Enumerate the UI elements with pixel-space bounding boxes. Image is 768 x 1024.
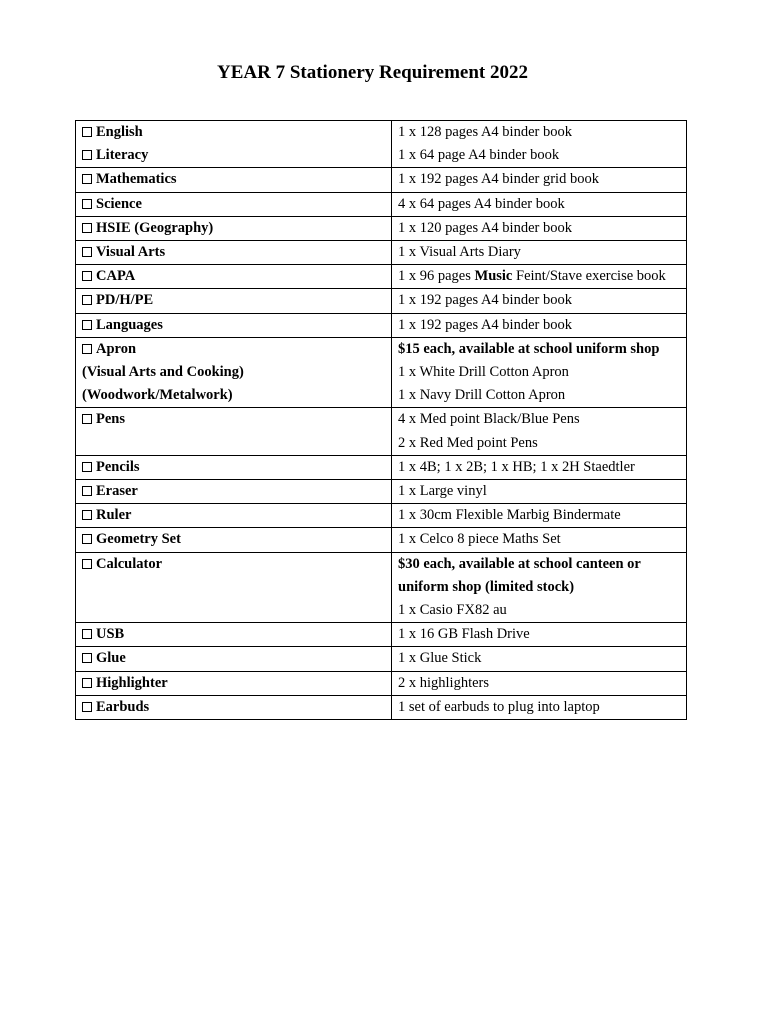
requirement-line: 1 x 30cm Flexible Marbig Bindermate xyxy=(398,507,621,524)
checkbox-icon[interactable] xyxy=(82,295,92,305)
subject-cell xyxy=(76,241,392,265)
checkbox-icon[interactable] xyxy=(82,271,92,281)
requirement-cell xyxy=(392,480,687,504)
subject-cell xyxy=(76,121,392,168)
table-row xyxy=(76,313,687,337)
subject-label: Ruler xyxy=(96,507,132,524)
requirement-cell xyxy=(392,265,687,289)
requirement-cell xyxy=(392,647,687,671)
table-row xyxy=(76,480,687,504)
subject-label: Highlighter xyxy=(96,674,168,691)
subject-line xyxy=(82,193,385,216)
requirement-line: 1 x 64 page A4 binder book xyxy=(398,147,560,164)
subject-label: English xyxy=(96,124,143,140)
requirement-note: $15 each, available at school uniform shop xyxy=(398,340,660,357)
requirement-line: 1 x White Drill Cotton Apron xyxy=(398,364,569,381)
requirement-cell xyxy=(392,121,687,168)
requirement-cell xyxy=(392,671,687,695)
requirement-cell xyxy=(392,313,687,337)
requirement-line: 1 x 16 GB Flash Drive xyxy=(398,626,530,643)
subject-cell xyxy=(76,313,392,337)
requirement-cell xyxy=(392,552,687,623)
requirement-line: 1 x 192 pages A4 binder grid book xyxy=(398,171,599,188)
subject-label: Earbuds xyxy=(96,698,150,715)
table-row xyxy=(76,121,687,168)
subject-cell xyxy=(76,695,392,719)
requirement-line: 1 set of earbuds to plug into laptop xyxy=(398,698,600,715)
requirement-line: 4 x Med point Black/Blue Pens xyxy=(398,411,580,428)
subject-line xyxy=(82,241,385,264)
subject-label: Pens xyxy=(96,411,125,428)
requirement-line: 1 x Casio FX82 au xyxy=(398,602,507,619)
requirement-line: 4 x 64 pages A4 binder book xyxy=(398,195,565,212)
table-row xyxy=(76,337,687,408)
subject-label: Languages xyxy=(96,316,163,333)
checkbox-icon[interactable] xyxy=(82,702,92,712)
checkbox-icon[interactable] xyxy=(82,510,92,520)
subject-label: Mathematics xyxy=(96,171,177,188)
subject-label: CAPA xyxy=(96,268,136,285)
checkbox-icon[interactable] xyxy=(82,320,92,330)
requirement-line: 1 x Glue Stick xyxy=(398,650,482,667)
subject-line xyxy=(82,504,385,527)
checkbox-icon[interactable] xyxy=(82,344,92,354)
requirement-line: 1 x 120 pages A4 binder book xyxy=(398,219,572,236)
subject-label: Pencils xyxy=(96,458,140,475)
requirement-line: 2 x Red Med point Pens xyxy=(398,434,538,451)
subject-line xyxy=(82,384,385,407)
checkbox-icon[interactable] xyxy=(82,127,92,137)
requirement-cell xyxy=(392,337,687,408)
subject-cell xyxy=(76,504,392,528)
page-title: YEAR 7 Stationery Requirement 2022 xyxy=(216,62,528,83)
table-row xyxy=(76,192,687,216)
table-row xyxy=(76,695,687,719)
table-row xyxy=(76,265,687,289)
subject-cell xyxy=(76,647,392,671)
requirement-cell xyxy=(392,289,687,313)
subject-cell xyxy=(76,337,392,408)
subject-line xyxy=(82,456,385,479)
table-row xyxy=(76,671,687,695)
subject-cell xyxy=(76,528,392,552)
table-row xyxy=(76,528,687,552)
requirement-line: 1 x 192 pages A4 binder book xyxy=(398,292,572,309)
subject-cell xyxy=(76,192,392,216)
subject-label: USB xyxy=(96,626,125,643)
subject-label: Calculator xyxy=(96,555,163,572)
checkbox-icon[interactable] xyxy=(82,462,92,472)
requirement-cell xyxy=(392,623,687,647)
requirement-note: uniform shop (limited stock) xyxy=(398,578,575,595)
subject-line xyxy=(82,168,385,191)
requirement-line xyxy=(398,265,680,288)
subject-cell xyxy=(76,552,392,623)
subject-cell xyxy=(76,408,392,455)
subject-line xyxy=(82,121,385,144)
requirement-cell xyxy=(392,241,687,265)
subject-line xyxy=(82,408,385,431)
requirement-note: $30 each, available at school canteen or xyxy=(398,555,641,572)
subject-line xyxy=(82,528,385,551)
requirement-cell xyxy=(392,695,687,719)
requirement-line: 1 x Celco 8 piece Maths Set xyxy=(398,531,561,548)
subject-line xyxy=(82,672,385,695)
requirement-before-text: 1 x 96 pages xyxy=(398,268,475,285)
requirement-line: 1 x Navy Drill Cotton Apron xyxy=(398,387,566,404)
table-row xyxy=(76,504,687,528)
requirement-cell xyxy=(392,216,687,240)
subject-label: Literacy xyxy=(96,147,149,164)
checkbox-icon[interactable] xyxy=(82,559,92,569)
subject-line xyxy=(82,696,385,719)
subject-cell xyxy=(76,480,392,504)
subject-label: Glue xyxy=(96,650,126,667)
requirement-line: 1 x Large vinyl xyxy=(398,483,487,500)
requirement-cell xyxy=(392,504,687,528)
requirement-cell xyxy=(392,168,687,192)
stationery-table xyxy=(75,120,687,720)
subject-line xyxy=(82,623,385,646)
subject-line xyxy=(82,361,385,384)
subject-cell xyxy=(76,265,392,289)
requirement-line: 2 x highlighters xyxy=(398,674,490,691)
requirement-cell xyxy=(392,528,687,552)
subject-label: Apron xyxy=(96,340,137,357)
table-row xyxy=(76,623,687,647)
table-row xyxy=(76,289,687,313)
subject-cell xyxy=(76,623,392,647)
requirement-line: 1 x 4B; 1 x 2B; 1 x HB; 1 x 2H Staedtler xyxy=(398,458,635,475)
checkbox-icon[interactable] xyxy=(82,534,92,544)
requirement-cell xyxy=(392,192,687,216)
requirement-line: 1 x Visual Arts Diary xyxy=(398,244,521,261)
subject-cell xyxy=(76,455,392,479)
subject-cell xyxy=(76,671,392,695)
subject-label: Geometry Set xyxy=(96,531,181,548)
checkbox-icon[interactable] xyxy=(82,199,92,209)
subject-label: Eraser xyxy=(96,483,138,500)
subject-label: Science xyxy=(96,195,142,212)
requirement-after-text: Feint/Stave exercise book xyxy=(512,268,666,285)
requirement-cell xyxy=(392,408,687,455)
checkbox-icon[interactable] xyxy=(82,678,92,688)
table-row xyxy=(76,216,687,240)
subject-line xyxy=(82,314,385,337)
requirement-cell xyxy=(392,455,687,479)
subject-line xyxy=(82,144,385,167)
subject-cell xyxy=(76,289,392,313)
subject-line xyxy=(82,217,385,240)
subject-line xyxy=(82,647,385,670)
table-row xyxy=(76,552,687,623)
subject-line xyxy=(82,265,385,288)
subject-label: Visual Arts xyxy=(96,244,166,261)
requirement-bold-text: Music xyxy=(474,268,513,285)
checkbox-icon[interactable] xyxy=(82,653,92,663)
checkbox-icon[interactable] xyxy=(82,247,92,257)
table-row xyxy=(76,168,687,192)
table-row xyxy=(76,408,687,455)
subject-label: (Woodwork/Metalwork) xyxy=(82,387,233,404)
subject-cell xyxy=(76,216,392,240)
checkbox-icon[interactable] xyxy=(82,414,92,424)
checkbox-icon[interactable] xyxy=(82,486,92,496)
subject-label: HSIE (Geography) xyxy=(96,219,214,236)
requirement-line: 1 x 192 pages A4 binder book xyxy=(398,316,572,333)
subject-line xyxy=(82,289,385,312)
table-row xyxy=(76,455,687,479)
subject-line xyxy=(82,338,385,361)
stationery-table-body xyxy=(76,121,687,720)
checkbox-icon[interactable] xyxy=(82,174,92,184)
table-row xyxy=(76,647,687,671)
subject-cell xyxy=(76,168,392,192)
checkbox-icon[interactable] xyxy=(82,223,92,233)
checkbox-icon[interactable] xyxy=(82,150,92,160)
table-row xyxy=(76,241,687,265)
subject-label: PD/H/PE xyxy=(96,292,154,309)
requirement-line: 1 x 128 pages A4 binder book xyxy=(398,124,572,140)
subject-line xyxy=(82,480,385,503)
checkbox-icon[interactable] xyxy=(82,629,92,639)
subject-line xyxy=(82,553,385,576)
subject-label: (Visual Arts and Cooking) xyxy=(82,364,244,381)
